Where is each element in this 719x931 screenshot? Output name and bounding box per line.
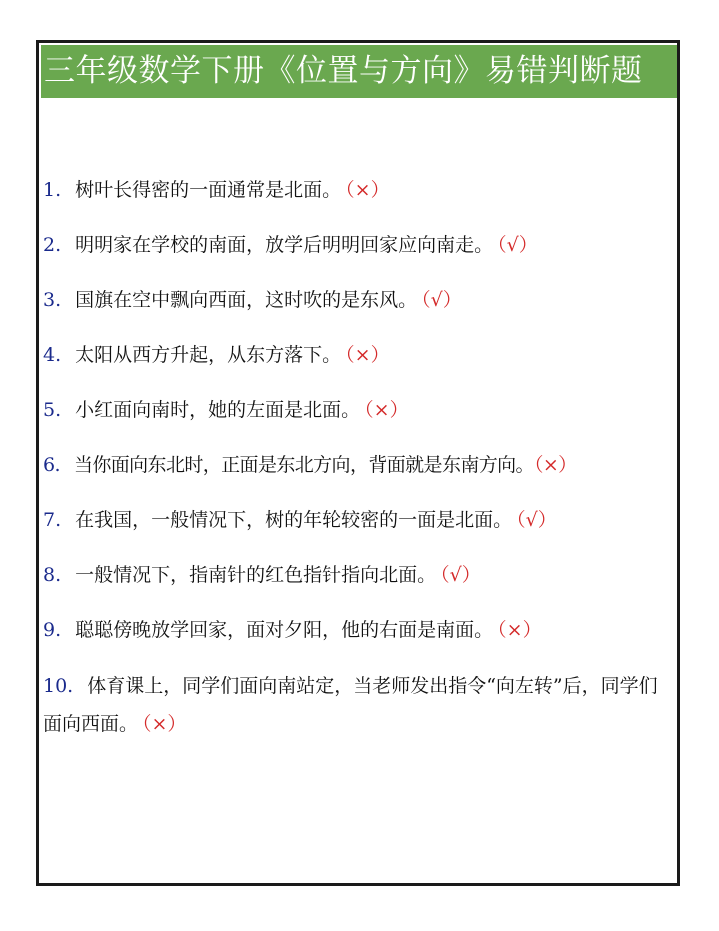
question-text: 体育课上，同学们面向南站定，当老师发出指令“向左转”后，同学们面向西面。 xyxy=(43,675,658,735)
question-answer: （×） xyxy=(533,454,577,476)
question-number: 1. xyxy=(43,179,62,201)
question-number: 4. xyxy=(43,344,62,366)
question-number: 8. xyxy=(43,564,62,586)
question-text: 小红面向南时，她的左面是北面。 xyxy=(75,399,361,421)
question-text: 国旗在空中飘向西面，这时吹的是东风。 xyxy=(75,289,418,311)
question-item-8 xyxy=(43,557,675,593)
question-text: 在我国，一般情况下，树的年轮较密的一面是北面。 xyxy=(75,509,513,531)
question-item-10 xyxy=(43,667,675,743)
question-answer: （√） xyxy=(421,289,462,311)
page-title: 三年级数学下册《位置与方向》易错判断题 xyxy=(41,45,677,98)
question-answer: （×） xyxy=(364,399,409,421)
question-list xyxy=(43,172,675,762)
question-number: 9. xyxy=(43,619,62,641)
question-text: 太阳从西方升起，从东方落下。 xyxy=(75,344,342,366)
question-item-6 xyxy=(43,447,675,483)
question-number: 3. xyxy=(43,289,62,311)
question-answer: （×） xyxy=(497,619,542,641)
question-number: 5. xyxy=(43,399,62,421)
question-number: 7. xyxy=(43,509,62,531)
question-item-5 xyxy=(43,392,675,428)
question-text: 明明家在学校的南面，放学后明明回家应向南走。 xyxy=(75,234,494,256)
question-answer: （√） xyxy=(497,234,538,256)
question-number: 10. xyxy=(43,675,74,697)
question-answer: （√） xyxy=(516,509,557,531)
question-item-3 xyxy=(43,282,675,318)
question-item-2 xyxy=(43,227,675,263)
question-item-1 xyxy=(43,172,675,208)
question-text: 聪聪傍晚放学回家，面对夕阳，他的右面是南面。 xyxy=(75,619,494,641)
question-item-4 xyxy=(43,337,675,373)
question-text: 当你面向东北时，正面是东北方向，背面就是东南方向。 xyxy=(73,454,534,476)
question-item-9 xyxy=(43,612,675,648)
question-number: 2. xyxy=(43,234,62,256)
question-answer: （×） xyxy=(345,179,390,201)
question-number: 6. xyxy=(43,454,60,476)
question-text: 树叶长得密的一面通常是北面。 xyxy=(75,179,342,201)
question-answer: （×） xyxy=(142,713,187,735)
question-answer: （×） xyxy=(345,344,390,366)
question-text: 一般情况下，指南针的红色指针指向北面。 xyxy=(75,564,437,586)
question-item-7 xyxy=(43,502,675,538)
question-answer: （√） xyxy=(440,564,481,586)
